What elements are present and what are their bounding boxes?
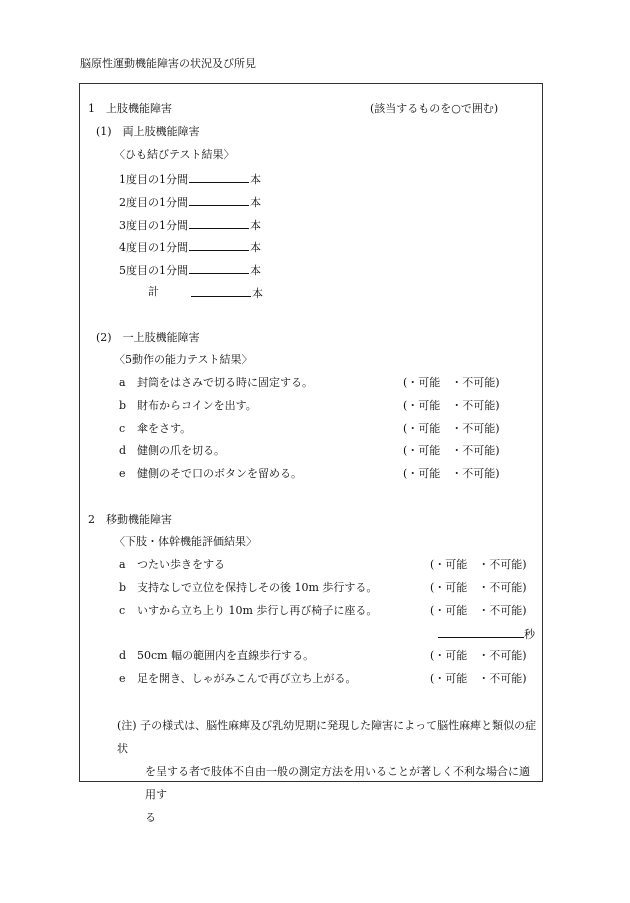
item-letter: c	[119, 422, 126, 435]
seconds-blank	[438, 626, 524, 638]
unit: 本	[250, 241, 261, 254]
item-letter: e	[119, 467, 126, 480]
item-text: 50cm 幅の範囲内を直線歩行する。	[137, 649, 315, 662]
item-text: いすから立ち上り 10m 歩行し再び椅子に座る。	[137, 604, 378, 617]
item-letter: a	[119, 376, 126, 389]
unit: 本	[250, 219, 261, 232]
item-options: (・可能 ・不可能)	[403, 467, 500, 480]
string-test-row	[119, 262, 261, 278]
count-blank	[189, 239, 249, 251]
section1-heading: 1 上肢機能障害	[88, 102, 172, 115]
item-options: (・可能 ・不可能)	[430, 604, 527, 617]
count-blank	[189, 194, 249, 206]
unit: 本	[250, 173, 261, 186]
item-letter: e	[119, 672, 126, 685]
unit: 本	[250, 264, 261, 277]
seconds-row	[438, 626, 535, 642]
section2-label: 〈下肢・体幹機能評価結果〉	[114, 535, 257, 548]
item-options: (・可能 ・不可能)	[430, 672, 527, 685]
section1-instruction: (該当するものを○で囲む)	[370, 102, 499, 115]
item-text: つたい歩きをする	[137, 558, 225, 571]
item-letter: b	[119, 581, 127, 594]
note-line2: を呈する者で肢体不自由一般の測定方法を用いることが著しく不利な場合に適用す	[145, 765, 530, 801]
item-options: (・可能 ・不可能)	[403, 422, 500, 435]
item-options: (・可能 ・不可能)	[403, 376, 500, 389]
item-letter: d	[119, 444, 127, 457]
item-options: (・可能 ・不可能)	[430, 581, 527, 594]
string-test-row	[119, 171, 261, 187]
count-blank	[189, 171, 249, 183]
note-prefix: (注)	[117, 719, 137, 732]
item-text: 健側のそで口のボタンを留める。	[137, 467, 302, 480]
total-label: 計	[148, 285, 159, 298]
unit: 本	[250, 196, 261, 209]
string-test-row	[119, 217, 261, 233]
count-blank	[189, 217, 249, 229]
item-options: (・可能 ・不可能)	[430, 649, 527, 662]
item-text: 財布からコインを出す。	[137, 399, 257, 412]
sub2-heading: (2) 一上肢機能障害	[96, 331, 200, 344]
row-label: 4度目の1分間	[119, 241, 188, 254]
row-label: 1度目の1分間	[119, 173, 188, 186]
row-label: 2度目の1分間	[119, 196, 188, 209]
sub1-label: 〈ひも結びテスト結果〉	[114, 148, 235, 161]
total-blank	[191, 285, 251, 297]
item-letter: c	[119, 604, 126, 617]
string-test-row	[119, 239, 261, 255]
note	[117, 714, 537, 829]
item-text: 足を開き、しゃがみこんで再び立ち上がる。	[137, 672, 357, 685]
row-label: 5度目の1分間	[119, 264, 188, 277]
item-text: 封筒をはさみで切る時に固定する。	[137, 376, 313, 389]
note-line3: る	[145, 811, 156, 824]
item-text: 傘をさす。	[137, 422, 192, 435]
item-options: (・可能 ・不可能)	[403, 399, 500, 412]
section2-heading: 2 移動機能障害	[88, 513, 172, 526]
item-text: 支持なしで立位を保持しその後 10m 歩行する。	[137, 581, 378, 594]
item-options: (・可能 ・不可能)	[430, 558, 527, 571]
seconds-unit: 秒	[524, 628, 535, 641]
item-options: (・可能 ・不可能)	[403, 444, 500, 457]
string-test-row	[119, 194, 261, 210]
item-letter: a	[119, 558, 126, 571]
count-blank	[189, 262, 249, 274]
row-label: 3度目の1分間	[119, 219, 188, 232]
item-letter: d	[119, 649, 127, 662]
unit: 本	[252, 287, 263, 300]
note-line1: 子の様式は、脳性麻痺及び乳幼児期に発現した障害によって脳性麻痺と類似の症状	[117, 719, 537, 755]
page-title: 脳原性運動機能障害の状況及び所見	[80, 57, 256, 70]
sub1-heading: (1) 両上肢機能障害	[96, 125, 200, 138]
total-row	[190, 285, 263, 301]
sub2-label: 〈5動作の能力テスト結果〉	[114, 353, 253, 366]
item-letter: b	[119, 399, 127, 412]
item-text: 健側の爪を切る。	[137, 444, 225, 457]
